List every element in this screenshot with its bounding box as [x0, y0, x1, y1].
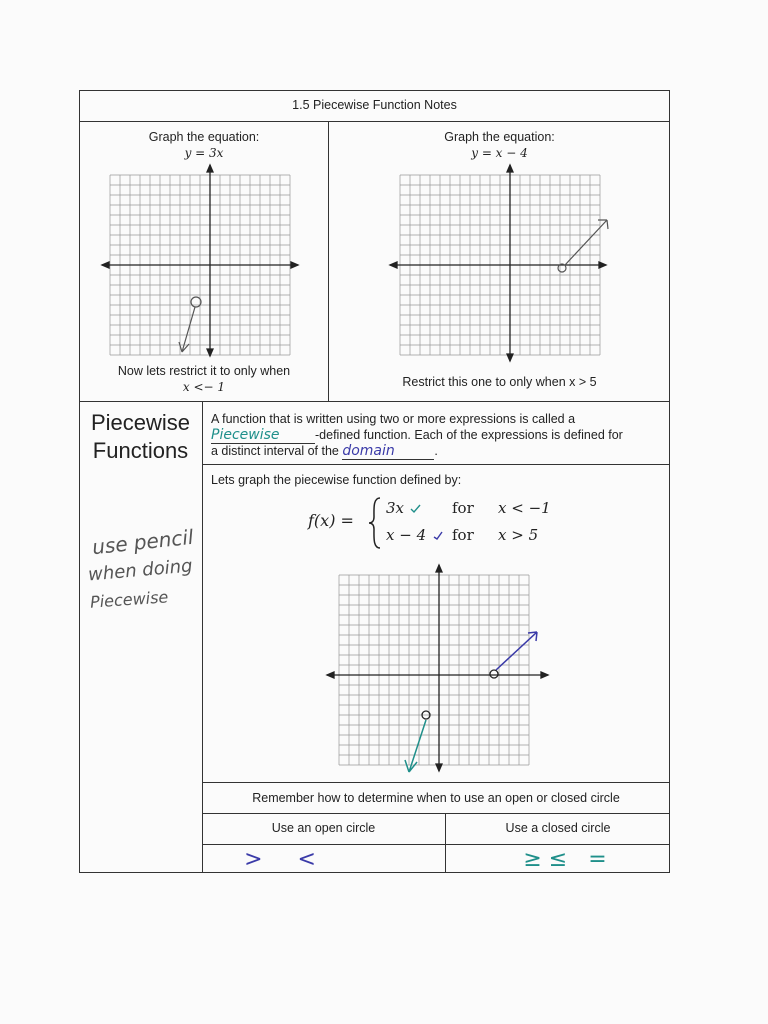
definition-end: . [434, 444, 438, 458]
x-axis-arrow-right [599, 262, 606, 268]
y-axis-arrow-up [436, 565, 442, 572]
section-title-line1: Piecewise [90, 410, 191, 435]
open-circle-point [490, 670, 498, 678]
definition-line2-rest: -defined function. Each of the expressions is defined for [315, 428, 623, 442]
piecewise-brace [368, 497, 382, 549]
blue-ray-arrow [496, 632, 537, 670]
x-axis-arrow-left [102, 262, 109, 268]
top-section-divider [79, 401, 670, 402]
blank-piecewise-answer: Piecewise [211, 427, 280, 443]
case1-for: for [452, 499, 474, 517]
left-grid [100, 163, 300, 358]
margin-note-line3: Piecewise [89, 587, 169, 612]
circles-prompt: Remember how to determine when to use an open or closed circle [252, 791, 620, 805]
open-circle-point [191, 297, 201, 307]
case1-condition: x < −1 [498, 499, 551, 517]
left-heading: Graph the equation: [148, 130, 260, 144]
ray-arrow [565, 220, 608, 265]
closed-circle-answer: ≥ ≤ = [523, 847, 607, 872]
definition-line3-text: a distinct interval of the [211, 444, 339, 458]
margin-note-line2: when doing [87, 555, 194, 586]
case1-check-mark [411, 505, 420, 512]
definition-line3 [211, 443, 438, 460]
circles-header-divider [202, 813, 670, 814]
case2-check-mark [434, 532, 442, 539]
open-circle-header: Use an open circle [271, 821, 376, 835]
case2-for: for [452, 526, 474, 544]
right-heading: Graph the equation: [444, 130, 555, 144]
x-axis-arrow-right [541, 672, 548, 678]
blank-piecewise [211, 427, 315, 444]
x-axis-arrow-left [390, 262, 397, 268]
top-column-divider [328, 121, 329, 402]
blank-domain [342, 443, 434, 460]
y-axis-arrow-up [507, 165, 513, 172]
piecewise-lhs: f(x) = [308, 511, 354, 530]
right-grid [388, 163, 608, 363]
open-circle-answer: > < [244, 847, 330, 872]
circles-top-divider [202, 782, 670, 783]
case1-expr: 3x [386, 499, 405, 517]
check-marks [405, 500, 465, 540]
left-caption-line1: Now lets restrict it to only when [117, 364, 291, 378]
page-title: 1.5 Piecewise Function Notes [292, 98, 457, 112]
case2-condition: x > 5 [498, 526, 539, 544]
y-axis-arrow-down [436, 764, 442, 771]
teal-ray-arrow [405, 720, 426, 772]
right-equation: y = x − 4 [471, 146, 528, 160]
title-divider [79, 121, 670, 122]
y-axis-arrow-down [507, 354, 513, 361]
closed-circle-header: Use a closed circle [505, 821, 611, 835]
piecewise-grid [325, 563, 550, 773]
left-caption-line2: x <− 1 [182, 380, 226, 394]
definition-line1: A function that is written using two or more expressions is called a [211, 412, 576, 426]
y-axis-arrow-up [207, 165, 213, 172]
blank-domain-answer: domain [342, 443, 395, 459]
circles-answer-divider [202, 844, 670, 845]
x-axis-arrow-right [291, 262, 298, 268]
case2-expr: x − 4 [386, 526, 427, 544]
definition-divider [202, 464, 670, 465]
left-equation: y = 3x [184, 146, 224, 160]
piecewise-intro: Lets graph the piecewise function defined by: [211, 473, 462, 487]
margin-note-line1: use pencil [91, 524, 195, 560]
x-axis-arrow-left [327, 672, 334, 678]
right-caption: Restrict this one to only when x > 5 [402, 375, 597, 389]
definition-line2 [211, 427, 623, 444]
section-title-line2: Functions [92, 438, 189, 463]
